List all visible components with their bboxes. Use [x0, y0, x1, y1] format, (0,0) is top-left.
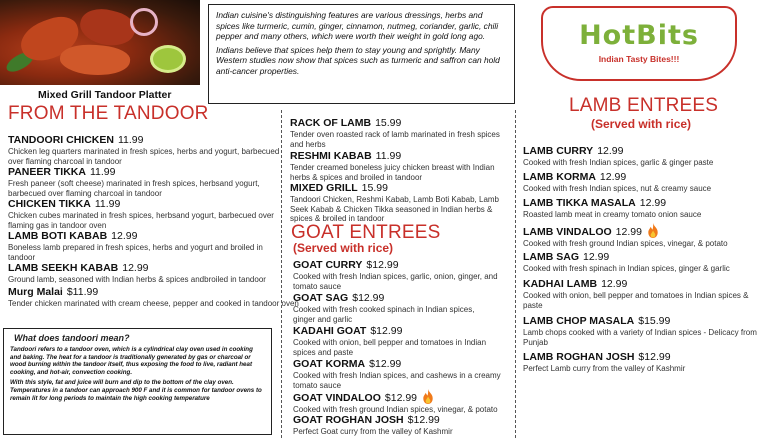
tandoori-box-paragraph: Tandoori refers to a tandoor oven, which is a cylindrical clay oven used in cooking and baking. The heat for a tandoor is traditionally generated by gas or charcoal or wood burning within the tandoor itself, thus exposing the food to live, radiant heat cooking, and hot-air, convection cooking.	[10, 346, 253, 376]
item-description: Tender oven roasted rack of lamb marinated in fresh spices and herbs	[290, 130, 500, 149]
item-name: LAMB BOTI KABAB	[8, 230, 108, 242]
item-name: LAMB SEEKH KABAB	[8, 262, 119, 274]
spicy-flame-icon	[647, 223, 659, 238]
menu-item	[523, 251, 768, 274]
item-price: $12.99	[366, 259, 399, 271]
menu-item	[8, 198, 278, 230]
item-name: GOAT ROGHAN JOSH	[293, 414, 404, 426]
item-description: Fresh paneer (soft cheese) marinated in fresh spices, herbsand yogurt, barbecued over flaming charcoal in tandoor	[8, 179, 260, 198]
item-price: 12.99	[122, 262, 149, 274]
item-description: Perfect Goat curry from the valley of Kashmir	[293, 427, 453, 436]
menu-item	[523, 315, 768, 347]
item-name: LAMB TIKKA MASALA	[523, 197, 636, 209]
menu-item	[523, 171, 763, 194]
menu-item	[523, 197, 763, 220]
menu-item	[523, 223, 768, 249]
item-description: Tender chicken marinated with cream cheese, pepper and cooked in tandoor oven	[8, 299, 299, 308]
item-name: GOAT KORMA	[293, 358, 366, 370]
item-description: Cooked with onion, bell pepper and tomatoes in Indian spices and paste	[293, 338, 487, 357]
goat-section-subtitle: (Served with rice)	[293, 241, 394, 255]
item-name: LAMB VINDALOO	[523, 226, 612, 238]
item-name: GOAT CURRY	[293, 259, 363, 271]
mixed-grill-photo	[0, 0, 200, 85]
menu-item	[293, 389, 508, 415]
item-price: 12.99	[597, 145, 624, 157]
item-description: Ground lamb, seasoned with Indian herbs & spices andbroiled in tandoor	[8, 275, 266, 284]
item-price: 12.99	[615, 226, 642, 238]
goat-section-title: GOAT ENTREES	[291, 222, 441, 243]
tandoori-box-paragraph: With this style, fat and juice will burn and dip to the bottom of the clay oven. Temperatures in a tandoor can approach 900 F and it is common for tandoor ovens to remain lit for long periods to maintain the high cooking temperature	[10, 379, 262, 402]
item-price: $12.99	[407, 414, 440, 426]
item-name: Murg Malai	[8, 286, 63, 298]
item-name: MIXED GRILL	[290, 182, 358, 194]
menu-item	[293, 325, 498, 357]
menu-item	[290, 117, 510, 149]
item-description: Cooked with fresh Indian spices, garlic, onion, ginger, and tomato sauce	[293, 272, 498, 291]
logo-tagline: Indian Tasty Bites!!!	[598, 54, 680, 64]
item-price: 11.99	[94, 198, 121, 210]
item-description: Roasted lamb meat in creamy tomato onion sauce	[523, 210, 702, 219]
item-description: Cooked with onion, bell pepper and tomatoes in Indian spices & paste	[523, 291, 749, 310]
item-description: Chicken leg quarters marinated in fresh spices, herbs and yogurt, barbecued over flaming charcoal in tandoor	[8, 147, 280, 166]
item-description: Tandoori Chicken, Reshmi Kabab, Lamb Boti Kabab, Lamb Seek Kabab & Chicken Tikka seasoned in Indian herbs & spices & broiled in tandoor	[290, 195, 500, 223]
tandoor-section-title: FROM THE TANDOOR	[8, 103, 209, 124]
item-description: Cooked with fresh ground Indian spices, vinegar, & potato	[293, 405, 498, 414]
item-price: $12.99	[384, 392, 418, 404]
photo-caption: Mixed Grill Tandoor Platter	[38, 89, 172, 101]
item-name: LAMB CHOP MASALA	[523, 315, 635, 327]
column-divider	[515, 110, 516, 438]
menu-item	[523, 278, 768, 310]
hotbits-logo	[541, 6, 737, 81]
item-description: Cooked with fresh spinach in Indian spices, ginger & garlic	[523, 264, 730, 273]
item-price: $12.99	[370, 325, 403, 337]
menu-item	[293, 358, 503, 390]
menu-item	[523, 351, 768, 374]
item-description: Cooked with fresh cooked spinach in Indian spices, ginger and garlic	[293, 305, 475, 324]
item-description: Tender creamed boneless juicy chicken breast with Indian herbs & spices and broiled in tandoor	[290, 163, 495, 182]
item-name: RACK OF LAMB	[290, 117, 372, 129]
menu-item	[293, 292, 493, 324]
spicy-flame-icon	[422, 389, 434, 404]
item-name: KADHAI LAMB	[523, 278, 598, 290]
item-price: $12.99	[638, 351, 671, 363]
item-description: Cooked with fresh Indian spices, and cashews in a creamy tomato sauce	[293, 371, 501, 390]
item-description: Cooked with fresh ground Indian spices, vinegar, & potato	[523, 239, 728, 248]
menu-item	[8, 286, 299, 309]
info-paragraph: Indian cuisine's distinguishing features are various dressings, herbs and spices like turmeric, cumin, ginger, cinnamon, nutmeg, coriander, garlic, chili pepper and many others, which were worth their weight in gold long ago.	[216, 10, 499, 42]
item-name: CHICKEN TIKKA	[8, 198, 91, 210]
item-name: LAMB ROGHAN JOSH	[523, 351, 635, 363]
item-price: 11.99	[117, 134, 144, 146]
item-price: 11.99	[89, 166, 116, 178]
column-divider	[281, 110, 282, 438]
item-price: 12.99	[599, 171, 627, 183]
spices-info-box	[208, 4, 515, 104]
lamb-section-subtitle: (Served with rice)	[591, 117, 692, 131]
item-price: $12.99	[369, 358, 402, 370]
item-price: 12.99	[583, 251, 610, 263]
logo-brand	[543, 20, 735, 51]
item-price: 15.99	[375, 117, 402, 129]
item-price: 12.99	[111, 230, 138, 242]
item-price: $11.99	[66, 286, 99, 298]
menu-item	[293, 414, 508, 437]
item-description: Perfect Lamb curry from the valley of Kashmir	[523, 364, 686, 373]
menu-item	[8, 166, 278, 198]
item-description: Boneless lamb prepared in fresh spices, herbs and yogurt and broiled in tandoor	[8, 243, 263, 262]
item-price: 12.99	[639, 197, 667, 209]
item-name: GOAT VINDALOO	[293, 392, 381, 404]
item-price: 11.99	[375, 150, 402, 162]
item-name: LAMB SAG	[523, 251, 579, 263]
item-name: RESHMI KABAB	[290, 150, 372, 162]
item-name: LAMB KORMA	[523, 171, 596, 183]
item-price: $15.99	[638, 315, 671, 327]
info-paragraph: Indians believe that spices help them to stay young and sprightly. Many Western studies now show that spices such as turmeric and saffron can hold anti-cancer properties.	[216, 44, 500, 76]
item-name: GOAT SAG	[293, 292, 349, 304]
item-name: KADAHI GOAT	[293, 325, 367, 337]
item-description: Cooked with fresh Indian spices, garlic & ginger paste	[523, 158, 714, 167]
logo-brand-text: HotBits	[579, 20, 699, 51]
menu-item	[293, 259, 498, 291]
item-description: Lamb chops cooked with a variety of Indian spices - Delicacy from Punjab	[523, 328, 757, 347]
menu-item	[290, 150, 505, 182]
lamb-section-title: LAMB ENTREES	[569, 95, 719, 116]
item-name: LAMB CURRY	[523, 145, 594, 157]
item-price: 15.99	[361, 182, 388, 194]
menu-item	[523, 145, 763, 168]
item-price: $12.99	[352, 292, 385, 304]
item-name: TANDOORI CHICKEN	[8, 134, 114, 146]
item-name: PANEER TIKKA	[8, 166, 86, 178]
menu-item	[290, 182, 508, 224]
menu-item	[8, 230, 270, 262]
tandoori-box-title: What does tandoori mean?	[14, 333, 130, 343]
item-description: Chicken cubes marinated in fresh spices, herbsand yogurt, barbecued over flaming gas in tandoor oven	[8, 211, 274, 230]
menu-item	[8, 134, 288, 166]
tandoori-info-box	[3, 328, 272, 435]
menu-item	[8, 262, 283, 285]
item-description: Cooked with fresh Indian spices, nut & creamy sauce	[523, 184, 712, 193]
item-price: 12.99	[601, 278, 628, 290]
